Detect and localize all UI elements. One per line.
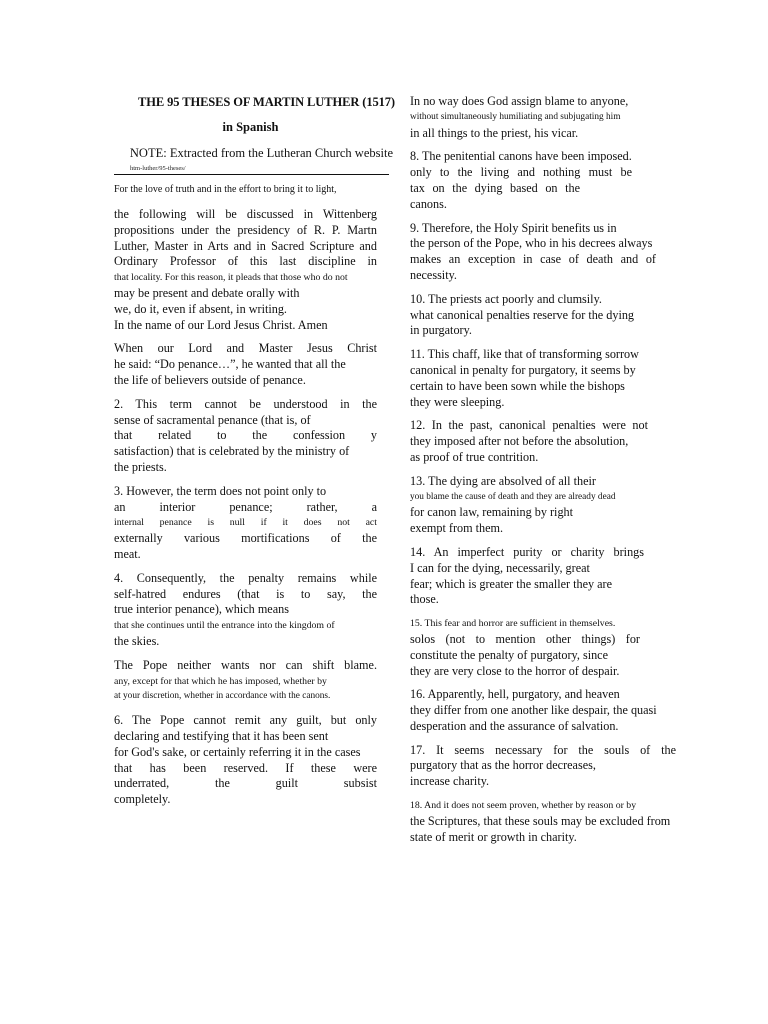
text-line: for God's sake, or certainly referring it in the cases	[114, 744, 361, 759]
thesis-2	[114, 397, 377, 476]
text-line: 11. This chaff, like that of transforming sorrow	[410, 347, 639, 362]
text-line: the life of believers outside of penance.	[114, 372, 306, 387]
text-line: exempt from them.	[410, 521, 504, 536]
text-line: true interior penance), which means	[114, 602, 289, 617]
text-line: solos (not to mention other things) for	[410, 631, 640, 646]
document-title: THE 95 THESES OF MARTIN LUTHER (1517)	[137, 95, 395, 109]
thesis-6	[114, 713, 377, 808]
text-line: The Pope neither wants nor can shift blame.	[114, 657, 377, 672]
text-line: 17. It seems necessary for the souls of the	[410, 742, 676, 757]
text-line: in purgatory.	[410, 323, 472, 338]
thesis-16	[410, 687, 676, 734]
text-line: they are very close to the horror of despair.	[410, 663, 620, 678]
text-line: externally various mortifications of the	[114, 531, 377, 546]
document-subtitle: in Spanish	[222, 120, 279, 134]
text-line: makes an exception in case of death and of	[410, 252, 656, 267]
text-line: I can for the dying, necessarily, great	[410, 560, 590, 575]
thesis-9	[410, 221, 676, 284]
text-line: they imposed after not before the absolution,	[410, 434, 629, 449]
thesis-7	[410, 94, 676, 141]
text-line: he said: “Do penance…”, he wanted that all the	[114, 357, 346, 372]
text-line: an interior penance; rather, a	[114, 499, 377, 514]
text-line: at your discretion, whether in accordance with the canons.	[114, 691, 331, 702]
text-line: tax on the dying based on the	[410, 180, 580, 195]
header-divider	[114, 174, 389, 175]
text-line: fear; which is greater the smaller they are	[410, 576, 613, 591]
text-line: that locality. For this reason, it pleads that those who do not	[114, 272, 348, 284]
thesis-14	[410, 545, 676, 608]
text-line: meat.	[114, 546, 141, 561]
text-line: state of merit or growth in charity.	[410, 829, 577, 844]
thesis-4	[114, 571, 377, 650]
text-line: internal penance is null if it does not act	[114, 517, 377, 529]
text-line: those.	[410, 592, 439, 607]
thesis-10	[410, 292, 676, 339]
text-line: Ordinary Professor of this last discipline in	[114, 254, 377, 269]
text-line: purgatory that as the horror decreases,	[410, 758, 596, 773]
text-line: the person of the Pope, who in his decrees always	[410, 236, 653, 251]
thesis-18	[410, 798, 676, 845]
text-line: constitute the penalty of purgatory, since	[410, 647, 608, 662]
thesis-1	[114, 341, 377, 388]
text-line: 8. The penitential canons have been imposed.	[410, 149, 632, 164]
text-line: that she continues until the entrance into the kingdom of	[114, 620, 335, 632]
thesis-12	[410, 418, 676, 465]
text-line: that related to the confession y	[114, 428, 377, 443]
text-line: that has been reserved. If these were	[114, 760, 377, 775]
thesis-11	[410, 347, 676, 410]
intro-line: For the love of truth and in the effort to bring it to light,	[114, 184, 337, 195]
intro-paragraph	[114, 207, 377, 333]
source-note: NOTE: Extracted from the Lutheran Church website	[129, 146, 393, 160]
thesis-15	[410, 616, 676, 679]
text-line: sense of sacramental penance (that is, of	[114, 412, 311, 427]
text-line: propositions under the presidency of R. P. Martn	[114, 222, 377, 237]
text-line: satisfaction) that is celebrated by the ministry of	[114, 444, 350, 459]
text-line: you blame the cause of death and they are already dead	[410, 491, 616, 502]
text-line: the following will be discussed in Wittenberg	[114, 207, 377, 221]
text-line: 14. An imperfect purity or charity brings	[410, 544, 644, 559]
text-line: 15. This fear and horror are sufficient in themselves.	[410, 618, 616, 630]
text-line: in all things to the priest, his vicar.	[410, 125, 579, 140]
text-line: 13. The dying are absolved of all their	[410, 473, 596, 488]
text-line: In the name of our Lord Jesus Christ. Amen	[114, 317, 328, 332]
text-line: 18. And it does not seem proven, whether by reason or by	[410, 800, 637, 812]
text-line: increase charity.	[410, 774, 490, 789]
text-line: they were sleeping.	[410, 394, 505, 409]
text-line: only to the living and nothing must be	[410, 165, 632, 180]
text-line: 3. However, the term does not point only to	[114, 483, 327, 498]
text-line: 12. In the past, canonical penalties were not	[410, 418, 648, 433]
thesis-17	[410, 743, 676, 790]
thesis-5	[114, 658, 377, 705]
right-column	[410, 94, 676, 853]
text-line: 6. The Pope cannot remit any guilt, but only	[114, 713, 377, 728]
text-line: completely.	[114, 792, 171, 807]
text-line: desperation and the assurance of salvation.	[410, 718, 619, 733]
text-line: 10. The priests act poorly and clumsily.	[410, 291, 602, 306]
text-line: they differ from one another like despair, the quasi	[410, 703, 657, 718]
text-line: the Scriptures, that these souls may be excluded from	[410, 813, 671, 828]
source-url: htm-luther/95-theses/	[130, 165, 186, 172]
text-line: When our Lord and Master Jesus Christ	[114, 341, 377, 356]
text-line: for canon law, remaining by right	[410, 505, 574, 520]
text-line: 9. Therefore, the Holy Spirit benefits us in	[410, 220, 617, 235]
thesis-8	[410, 149, 676, 212]
text-line: canons.	[410, 196, 447, 211]
text-line: self-hatred endures (that is to say, the	[114, 586, 377, 601]
text-line: what canonical penalties reserve for the dying	[410, 307, 635, 322]
text-line: certain to have been sown while the bishops	[410, 378, 625, 393]
left-column	[114, 94, 395, 816]
text-line: Luther, Master in Arts and in Sacred Scripture and	[114, 238, 377, 253]
text-line: we, do it, even if absent, in writing.	[114, 301, 287, 316]
text-line: 4. Consequently, the penalty remains while	[114, 570, 377, 585]
text-line: underrated, the guilt subsist	[114, 776, 377, 791]
text-line: 16. Apparently, hell, purgatory, and heaven	[410, 687, 620, 702]
text-line: the skies.	[114, 633, 160, 648]
text-line: the priests.	[114, 459, 167, 474]
text-line: without simultaneously humiliating and subjugating him	[410, 111, 621, 122]
thesis-3	[114, 484, 377, 563]
text-line: necessity.	[410, 267, 457, 282]
text-line: 2. This term cannot be understood in the	[114, 396, 377, 411]
text-line: canonical in penalty for purgatory, it seems by	[410, 362, 636, 377]
text-line: In no way does God assign blame to anyone,	[410, 94, 629, 108]
text-line: declaring and testifying that it has been sent	[114, 728, 329, 743]
text-line: as proof of true contrition.	[410, 449, 539, 464]
text-line: any, except for that which he has imposed, whether by	[114, 675, 327, 687]
thesis-13	[410, 474, 676, 537]
text-line: may be present and debate orally with	[114, 285, 300, 300]
